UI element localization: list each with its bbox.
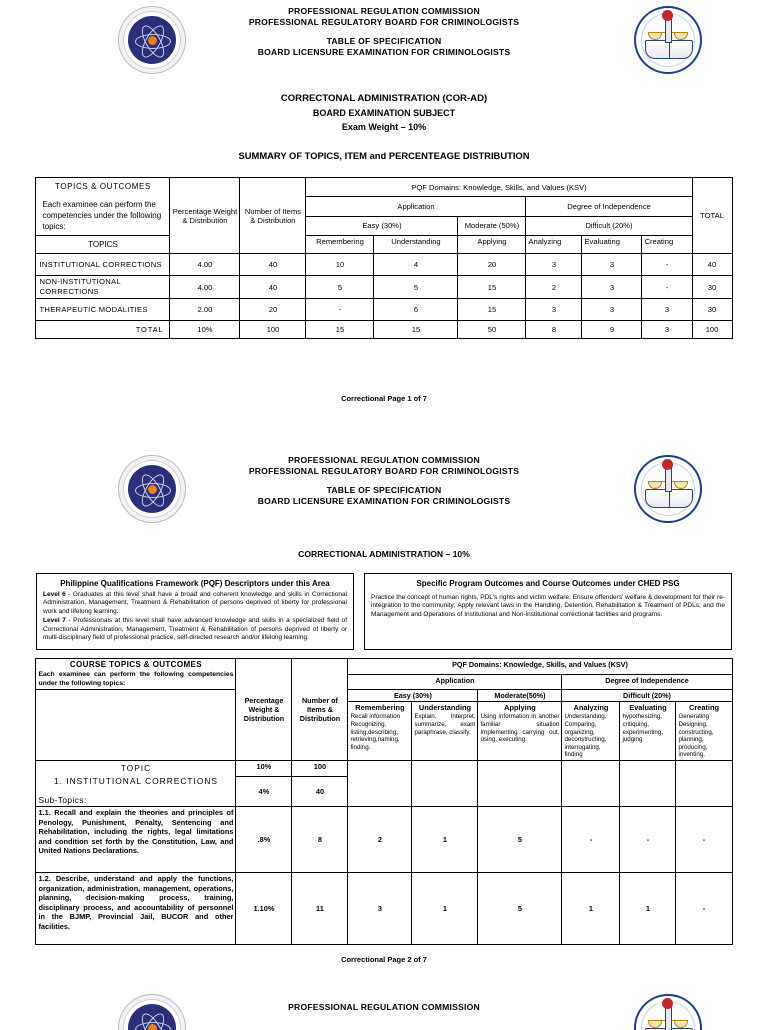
cell-analyzing: 2 bbox=[526, 276, 582, 299]
topics-outcomes-header bbox=[36, 178, 170, 236]
table1-header-row-4 bbox=[36, 236, 732, 254]
cell-percentage: 4.00 bbox=[170, 254, 240, 276]
summary-heading: SUMMARY OF TOPICS, ITEM and PERCENTEAGE DISTRIBUTION bbox=[238, 150, 530, 161]
cell-applying: 15 bbox=[458, 299, 526, 321]
course-topics-header bbox=[36, 659, 236, 690]
col-percentage-weight: Percentage Weight & Distribution bbox=[236, 659, 292, 761]
cell-items: 11 bbox=[292, 873, 348, 945]
cell-remembering: 2 bbox=[348, 807, 412, 873]
cell-analyzing: 3 bbox=[526, 254, 582, 276]
cell-creating: - bbox=[642, 276, 692, 299]
ched-box-text: Practice the concept of human rights, PDL's rights and victim welfare; Ensure offenders' welfare & development for their re-integration to the community; Apply relevant laws in the Handling, Detention, Rehabilitation & Treatment of PDLs; and the Management and Operations of Institutional and Non-institutional correctional facilities and programs. bbox=[371, 594, 725, 618]
cell-evaluating: 3 bbox=[582, 276, 642, 299]
application-band: Application bbox=[306, 197, 526, 216]
easy-band: Easy (30%) bbox=[348, 690, 478, 702]
document-header-page1 bbox=[0, 0, 768, 86]
page-1 bbox=[0, 0, 768, 403]
header-line-1: PROFESSIONAL REGULATION COMMISSION bbox=[288, 1002, 480, 1012]
cell-items: 20 bbox=[240, 299, 306, 321]
table-row bbox=[36, 807, 732, 873]
course-topics-title: COURSE TOPICS & OUTCOMES bbox=[69, 660, 203, 670]
cell-percentage: .8% bbox=[236, 807, 292, 873]
board-of-criminology-logo bbox=[634, 455, 702, 523]
cell-analyzing: 1 bbox=[562, 873, 620, 945]
ched-box-title: Specific Program Outcomes and Course Outcomes under CHED PSG bbox=[416, 579, 680, 588]
table-row bbox=[36, 254, 732, 276]
pqf-domains-header: PQF Domains: Knowledge, Skills, and Values (KSV) bbox=[348, 659, 732, 675]
cell-items: 8 bbox=[292, 807, 348, 873]
table1-header-row-1 bbox=[36, 178, 732, 197]
topic-cell bbox=[36, 761, 236, 807]
row-label: NON-INSTITUTIONAL CORRECTIONS bbox=[36, 276, 170, 299]
col-analyzing bbox=[562, 702, 620, 761]
col-understanding-verbs: Explain, Interpret, summarize, exam paraphrase, classify. bbox=[414, 713, 476, 736]
col-creating-label: Creating bbox=[689, 703, 719, 713]
pqf-descriptors-box bbox=[36, 573, 354, 650]
cell-applying: 20 bbox=[458, 254, 526, 276]
subtopic-text: 1.2. Describe, understand and apply the functions, organization, administration, management, operations, planning, decision-making process, training, disciplinary process, and accountability of personnel in the BJMP, Provincial Jail, BUCOR and other facilities. bbox=[36, 873, 236, 945]
application-band: Application bbox=[348, 674, 562, 690]
summary-distribution-table bbox=[35, 177, 732, 339]
col-percentage-weight: Percentage Weight & Distribution bbox=[170, 178, 240, 254]
cell-percentage: 4.00 bbox=[170, 276, 240, 299]
cell-evaluating: - bbox=[620, 807, 676, 873]
header-line-1: PROFESSIONAL REGULATION COMMISSION bbox=[288, 455, 480, 465]
pqf-level-6-label: Level 6 bbox=[43, 591, 66, 598]
moderate-band: Moderate (50%) bbox=[458, 216, 526, 235]
cell-creating: - bbox=[676, 873, 732, 945]
cell-remembering: - bbox=[306, 299, 374, 321]
cell-remembering: 5 bbox=[306, 276, 374, 299]
col-applying-label: Applying bbox=[504, 703, 536, 713]
cell-creating: 3 bbox=[642, 299, 692, 321]
page-footer: Correctional Page 2 of 7 bbox=[341, 955, 427, 964]
cell-understanding: 1 bbox=[412, 873, 478, 945]
table-row bbox=[36, 873, 732, 945]
col-evaluating-verbs: hypothesizing, critiquing, experimenting, judging bbox=[622, 713, 664, 744]
header-line-4: BOARD LICENSURE EXAMINATION FOR CRIMINOLOGISTS bbox=[257, 46, 511, 57]
col-understanding-label: Understanding bbox=[418, 703, 472, 713]
prc-seal-logo bbox=[118, 6, 186, 74]
difficult-band: Difficult (20%) bbox=[526, 216, 692, 235]
row-label: THERAPEUTIC MODALITIES bbox=[36, 299, 170, 321]
table-total-row bbox=[36, 321, 732, 339]
topic-header-row bbox=[36, 761, 732, 777]
header-line-2: PROFESSIONAL REGULATORY BOARD FOR CRIMINOLOGISTS bbox=[248, 16, 520, 27]
subject-subtitle: BOARD EXAMINATION SUBJECT bbox=[312, 108, 456, 118]
spacer-analyzing bbox=[562, 761, 620, 807]
col-applying: Applying bbox=[458, 236, 526, 254]
page-2 bbox=[0, 449, 768, 964]
col-evaluating: Evaluating bbox=[582, 236, 642, 254]
spacer-applying bbox=[478, 761, 562, 807]
header-line-3: TABLE OF SPECIFICATION bbox=[326, 36, 442, 46]
col-remembering-verbs: Recall information Recognizing, listing,describing, retrieving,naming, finding. bbox=[350, 713, 400, 751]
cell-understanding: 4 bbox=[374, 254, 458, 276]
cell-analyzing: 3 bbox=[526, 299, 582, 321]
col-analyzing-label: Analyzing bbox=[573, 703, 609, 713]
board-of-criminology-logo bbox=[634, 994, 702, 1030]
col-applying bbox=[478, 702, 562, 761]
topics-label: TOPICS bbox=[36, 236, 170, 254]
topic-percentage: 10% bbox=[236, 761, 292, 777]
header-line-2: PROFESSIONAL REGULATORY BOARD FOR CRIMINOLOGISTS bbox=[248, 465, 520, 476]
table-row bbox=[36, 276, 732, 299]
col-evaluating bbox=[620, 702, 676, 761]
total-understanding: 15 bbox=[374, 321, 458, 339]
cell-percentage: 1.10% bbox=[236, 873, 292, 945]
col-remembering: Remembering bbox=[306, 236, 374, 254]
cell-evaluating: 3 bbox=[582, 254, 642, 276]
pqf-domains-header: PQF Domains: Knowledge, Skills, and Values (KSV) bbox=[306, 178, 692, 197]
col-analyzing-verbs: Understanding, Comparing, organizing, deconstructing, interrogating, finding bbox=[564, 713, 607, 759]
cell-applying: 15 bbox=[458, 276, 526, 299]
page-title bbox=[0, 92, 768, 134]
cell-total: 30 bbox=[692, 299, 732, 321]
cell-understanding: 1 bbox=[412, 807, 478, 873]
cell-percentage: 2.00 bbox=[170, 299, 240, 321]
document-header-page2 bbox=[0, 449, 768, 535]
prc-seal-logo bbox=[118, 455, 186, 523]
cell-total: 40 bbox=[692, 254, 732, 276]
easy-band: Easy (30%) bbox=[306, 216, 458, 235]
cell-items: 40 bbox=[240, 254, 306, 276]
spacer-evaluating bbox=[620, 761, 676, 807]
page-footer: Correctional Page 1 of 7 bbox=[341, 394, 427, 403]
table2-header-row-1 bbox=[36, 659, 732, 675]
degree-independence-band: Degree of Independence bbox=[526, 197, 692, 216]
cell-evaluating: 3 bbox=[582, 299, 642, 321]
cell-creating: - bbox=[642, 254, 692, 276]
cell-creating: - bbox=[676, 807, 732, 873]
topic-items: 100 bbox=[292, 761, 348, 777]
degree-independence-band: Degree of Independence bbox=[562, 674, 732, 690]
table-row bbox=[36, 299, 732, 321]
topics-outcomes-desc: Each examinee can perform the competencies under the following topics: bbox=[42, 200, 162, 231]
cell-total: 30 bbox=[692, 276, 732, 299]
spacer-remembering bbox=[348, 761, 412, 807]
total-remembering: 15 bbox=[306, 321, 374, 339]
table2-header-row-3 bbox=[36, 690, 732, 702]
topic-label: TOPIC bbox=[120, 763, 152, 773]
total-evaluating: 9 bbox=[582, 321, 642, 339]
header-line-4: BOARD LICENSURE EXAMINATION FOR CRIMINOLOGISTS bbox=[257, 495, 511, 506]
subtopics-label: Sub-Topics: bbox=[38, 795, 87, 805]
total-row-label: TOTAL bbox=[36, 321, 170, 339]
col-evaluating-label: Evaluating bbox=[629, 703, 667, 713]
cell-applying: 5 bbox=[478, 807, 562, 873]
col-number-items: Number of Items & Distribution bbox=[292, 659, 348, 761]
topic-sub-items: 40 bbox=[292, 777, 348, 807]
col-analyzing: Analyzing bbox=[526, 236, 582, 254]
subject-admin-line: CORRECTIONAL ADMINISTRATION – 10% bbox=[298, 549, 470, 559]
course-topics-header-spacer bbox=[36, 690, 236, 761]
pqf-level-7-text: - Professionals at this level shall have advanced knowledge and skills in a specialized field of Correctional Administration, Management, Treatment & Rehabilitation of persons deprived of liberty or multi-disciplinary field of professional practice, self-directed research and/or lifelong learning. bbox=[43, 617, 347, 642]
total-total: 100 bbox=[692, 321, 732, 339]
cell-applying: 5 bbox=[478, 873, 562, 945]
topics-outcomes-title: TOPICS & OUTCOMES bbox=[55, 182, 151, 191]
cell-remembering: 10 bbox=[306, 254, 374, 276]
moderate-band: Moderate(50%) bbox=[478, 690, 562, 702]
cell-understanding: 6 bbox=[374, 299, 458, 321]
spacer-creating bbox=[676, 761, 732, 807]
cell-remembering: 3 bbox=[348, 873, 412, 945]
col-creating: Creating bbox=[642, 236, 692, 254]
header-line-1: PROFESSIONAL REGULATION COMMISSION bbox=[288, 6, 480, 16]
pqf-level-7 bbox=[43, 617, 347, 642]
col-creating bbox=[676, 702, 732, 761]
topic-name: 1. INSTITUTIONAL CORRECTIONS bbox=[53, 776, 218, 786]
col-understanding: Understanding bbox=[374, 236, 458, 254]
difficult-band: Difficult (20%) bbox=[562, 690, 732, 702]
prc-seal-logo bbox=[118, 994, 186, 1030]
subject-title: CORRECTONAL ADMINISTRATION (COR-AD) bbox=[280, 93, 488, 104]
col-remembering bbox=[348, 702, 412, 761]
page-3-partial bbox=[0, 990, 768, 1030]
col-total-header: TOTAL bbox=[692, 178, 732, 254]
exam-weight: Exam Weight – 10% bbox=[341, 122, 427, 132]
cell-analyzing: - bbox=[562, 807, 620, 873]
pqf-level-6-text: - Graduates at this level shall have a broad and coherent knowledge and skills in Correctional Administration, Management, Treatment & Rehabilitation of persons deprived of liberty for professional work and lifelong learning. bbox=[43, 591, 347, 615]
ched-outcomes-box bbox=[364, 573, 732, 650]
course-topics-table bbox=[35, 658, 732, 945]
total-percentage: 10% bbox=[170, 321, 240, 339]
col-understanding bbox=[412, 702, 478, 761]
pqf-level-6 bbox=[43, 591, 347, 616]
subtopic-text: 1.1. Recall and explain the theories and principles of Penology, Punishment, Penalty, Sentencing and Rehabilitation, including the rights, legal limitations and condition set forth by the Constitution, Law, and United Nations Declarations. bbox=[36, 807, 236, 873]
descriptor-boxes bbox=[36, 573, 732, 650]
course-topics-desc: Each examinee can perform the following competencies under the following topics: bbox=[38, 671, 234, 688]
total-creating: 3 bbox=[642, 321, 692, 339]
header-line-3: TABLE OF SPECIFICATION bbox=[326, 485, 442, 495]
topic-sub-percentage: 4% bbox=[236, 777, 292, 807]
col-creating-verbs: Generating Designing, constructing, planning, producing, inventing. bbox=[678, 713, 714, 759]
total-applying: 50 bbox=[458, 321, 526, 339]
total-analyzing: 8 bbox=[526, 321, 582, 339]
row-label: INSTITUTIONAL CORRECTIONS bbox=[36, 254, 170, 276]
pqf-box-title: Philippine Qualifications Framework (PQF) Descriptors under this Area bbox=[60, 579, 330, 588]
cell-items: 40 bbox=[240, 276, 306, 299]
col-remembering-label: Remembering bbox=[355, 703, 405, 713]
cell-evaluating: 1 bbox=[620, 873, 676, 945]
board-of-criminology-logo bbox=[634, 6, 702, 74]
spacer-understanding bbox=[412, 761, 478, 807]
col-applying-verbs: Using information in another familiar situation Implementing carrying out, using, executing bbox=[480, 713, 560, 744]
cell-understanding: 5 bbox=[374, 276, 458, 299]
col-number-items: Number of Items & Distribution bbox=[240, 178, 306, 254]
total-items: 100 bbox=[240, 321, 306, 339]
pqf-level-7-label: Level 7 bbox=[43, 617, 66, 625]
